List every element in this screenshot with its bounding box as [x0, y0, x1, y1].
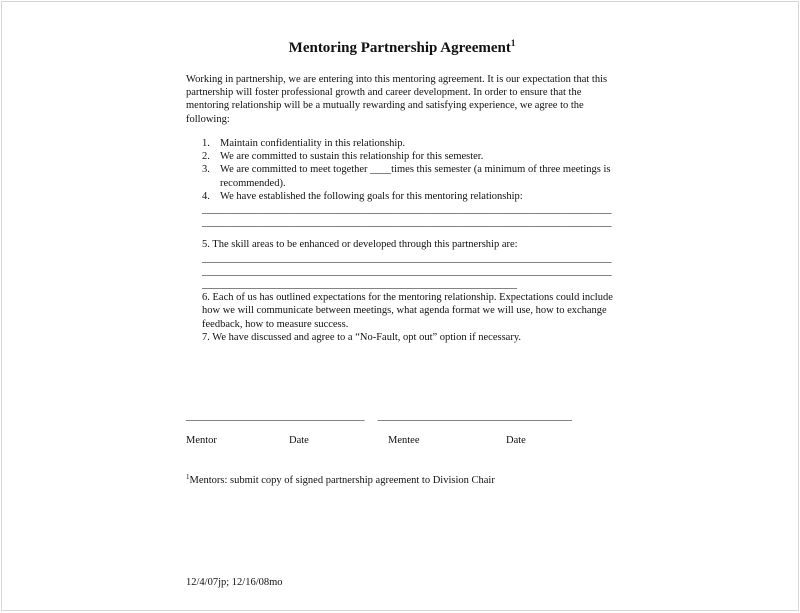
item-number: 3. — [202, 164, 210, 176]
agreement-list — [202, 137, 632, 344]
goal-fill-line[interactable]: ______________________________________________________________________________ — [202, 204, 612, 216]
skill-fill-line[interactable]: ______________________________________________________________________________ — [202, 265, 612, 277]
signature-labels — [186, 435, 606, 449]
list-item — [202, 137, 632, 150]
document-page — [1, 1, 799, 611]
goal-fill-line[interactable]: ______________________________________________________________________________ — [202, 217, 612, 229]
signature-lines[interactable]: __________________________________ _____________________________________ — [186, 411, 572, 422]
item-text: We have established the following goals for this mentoring relationship: — [220, 190, 523, 202]
item-number: 1. — [202, 138, 210, 149]
item-5-text: 5. The skill areas to be enhanced or developed through this partnership are: — [202, 239, 518, 251]
skill-fill-line[interactable]: ______________________________________________________________________________ — [202, 252, 612, 264]
list-item — [202, 150, 632, 163]
item-text: We are committed to meet together ____times this semester (a minimum of three meetings is recommended). — [220, 164, 611, 189]
item-number: 4. — [202, 190, 210, 202]
revision-footer: 12/4/07jp; 12/16/08mo — [186, 577, 283, 588]
mentee-date-label: Date — [506, 435, 526, 446]
footnote-marker: 1 — [186, 473, 190, 481]
intro-paragraph: Working in partnership, we are entering into this mentoring agreement. It is our expectation that this partnership will foster professional growth and career development. In order to ensure that the mentoring relationship will be a mutually rewarding and satisfying experience, we agree to the following: — [186, 74, 608, 125]
title-text: Mentoring Partnership Agreement — [288, 40, 511, 56]
footnote — [186, 473, 495, 486]
item-6-text: 6. Each of us has outlined expectations for the mentoring relationship. Expectations could include how we will communicate between meetings, what agenda format we will use, how to exchange feedback, how to measure success. — [202, 292, 613, 330]
page-title — [2, 38, 800, 57]
item-7-text: 7. We have discussed and agree to a “No-Fault, opt out” option if necessary. — [202, 331, 522, 343]
mentor-date-label: Date — [289, 435, 309, 446]
item-text: Maintain confidentiality in this relationship. — [220, 138, 406, 149]
skill-fill-line[interactable]: ____________________________________________________________ — [202, 279, 517, 291]
list-item — [202, 163, 632, 189]
item-number: 2. — [202, 151, 210, 163]
title-footnote-marker: 1 — [510, 38, 516, 48]
footnote-text: Mentors: submit copy of signed partnership agreement to Division Chair — [189, 475, 495, 486]
mentor-label: Mentor — [186, 435, 217, 446]
mentee-label: Mentee — [388, 435, 420, 446]
list-item — [202, 190, 632, 203]
item-text: We are committed to sustain this relationship for this semester. — [220, 151, 484, 163]
